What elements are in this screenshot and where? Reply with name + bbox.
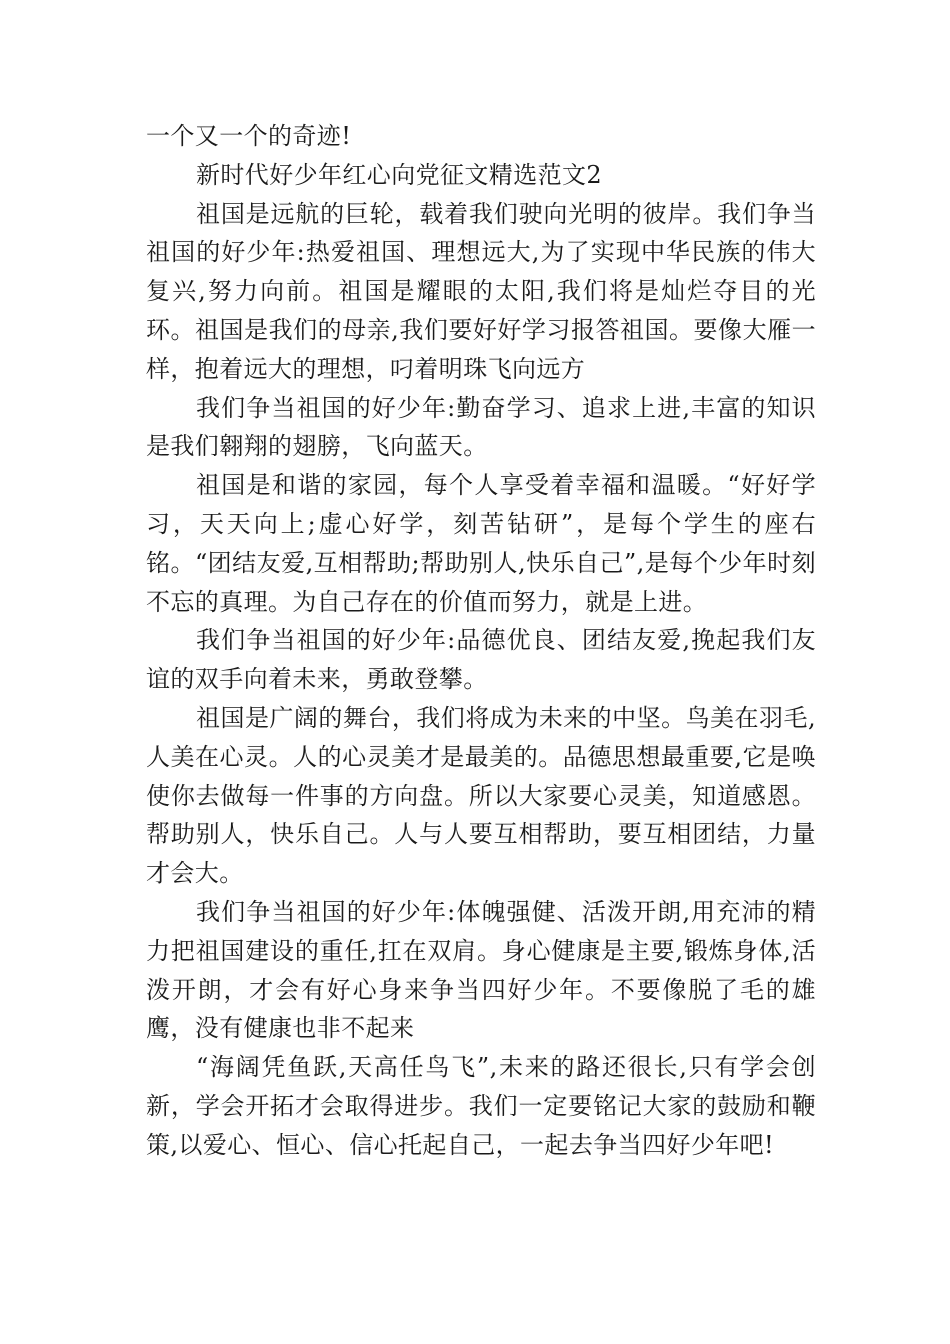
essay-title: 新时代好少年红心向党征文精选范文2 <box>196 160 603 189</box>
paragraph-6: 我们争当祖国的好少年:体魄强健、活泼开朗,用充沛的精力把祖国建设的重任,扛在双肩。身心健康是主要,锻炼身体,活泼开朗，才会有好心身来争当四好少年。不要像脱了毛的雄鹰，没有健康也非不起来 <box>146 897 816 1043</box>
continuation-line: 一个又一个的奇迹! <box>146 122 352 150</box>
paragraph-7: “海阔凭鱼跃,天高任鸟飞”,未来的路还很长,只有学会创新，学会开拓才会取得进步。我们一定要铭记大家的鼓励和鞭策,以爱心、恒心、信心托起自己，一起去争当四好少年吧! <box>146 1053 816 1159</box>
document-page <box>146 117 816 1165</box>
paragraph-1: 祖国是远航的巨轮，载着我们驶向光明的彼岸。我们争当祖国的好少年:热爱祖国、理想远大,为了实现中华民族的伟大复兴,努力向前。祖国是耀眼的太阳,我们将是灿烂夺目的光环。祖国是我们的母亲,我们要好好学习报答祖国。要像大雁一样，抱着远大的理想，叼着明珠飞向远方 <box>146 199 816 383</box>
paragraph-4: 我们争当祖国的好少年:品德优良、团结友爱,挽起我们友谊的双手向着未来，勇敢登攀。 <box>146 626 816 694</box>
paragraph-5: 祖国是广阔的舞台，我们将成为未来的中坚。鸟美在羽毛,人美在心灵。人的心灵美才是最美的。品德思想最重要,它是唤使你去做每一件事的方向盘。所以大家要心灵美，知道感恩。帮助别人，快乐自己。人与人要互相帮助，要互相团结，力量才会大。 <box>146 703 816 888</box>
paragraph-3: 祖国是和谐的家园，每个人享受着幸福和温暖。“好好学习，天天向上;虚心好学，刻苦钻研”，是每个学生的座右铭。“团结友爱,互相帮助;帮助别人,快乐自己”,是每个少年时刻不忘的真理。为自己存在的价值而努力，就是上进。 <box>146 471 816 616</box>
paragraph-2: 我们争当祖国的好少年:勤奋学习、追求上进,丰富的知识是我们翱翔的翅膀，飞向蓝天。 <box>146 393 816 461</box>
